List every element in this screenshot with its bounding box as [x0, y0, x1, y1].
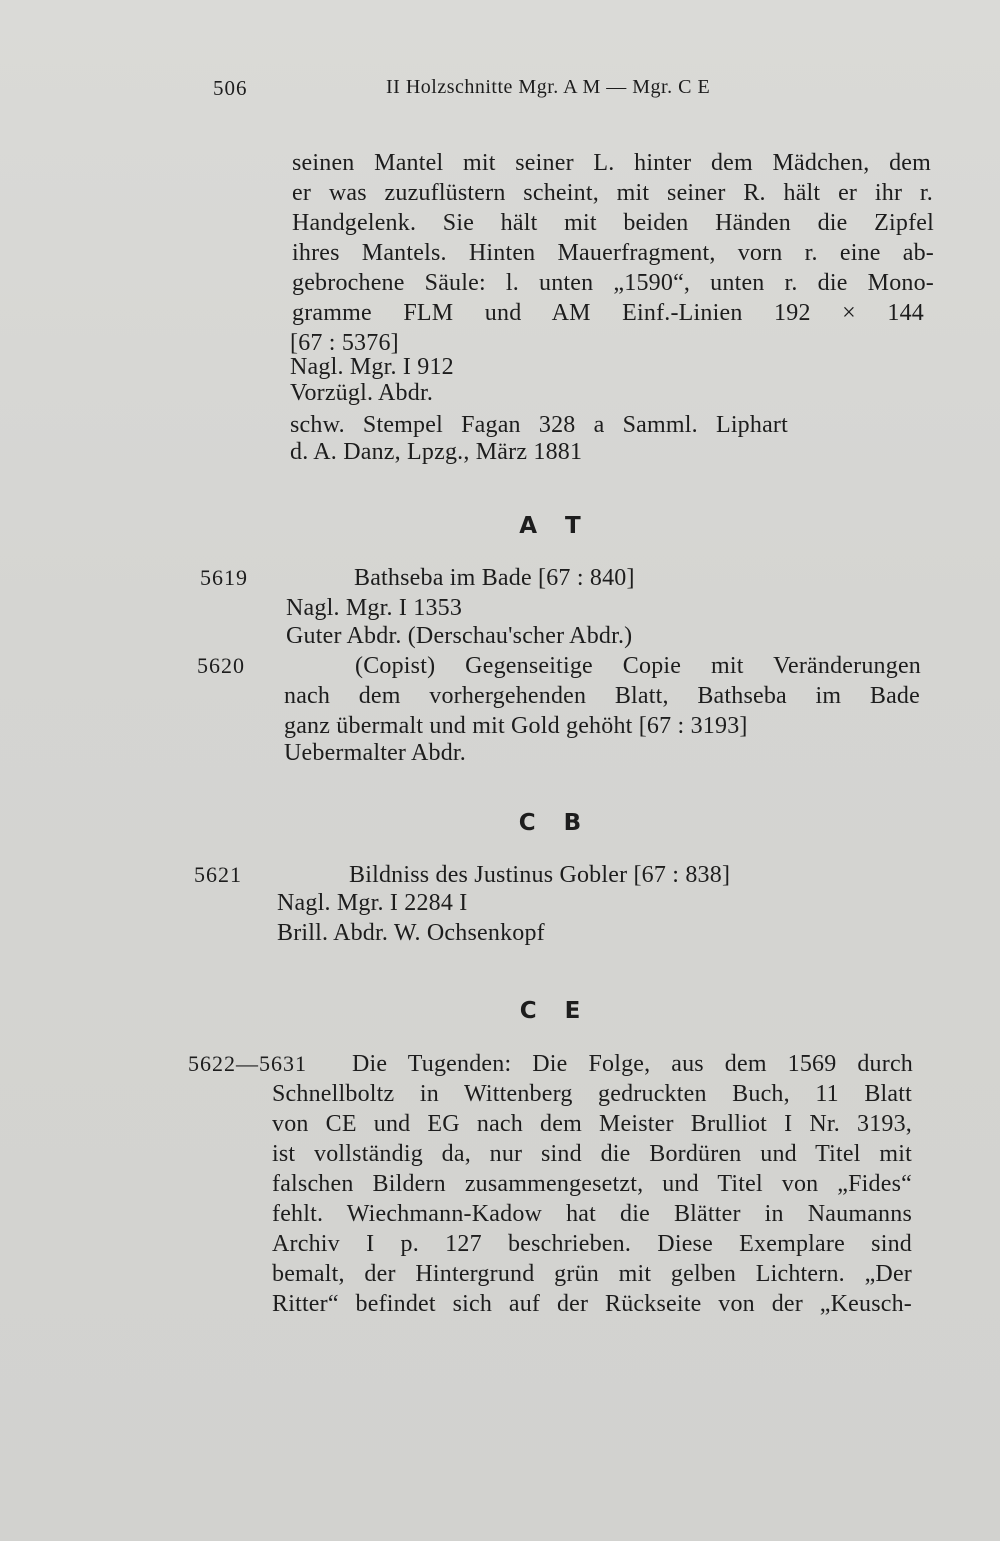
- text-line: Brill. Abdr. W. Ochsenkopf: [277, 920, 545, 946]
- text-line: Bildniss des Justinus Gobler [67 : 838]: [349, 862, 731, 888]
- text-line: Nagl. Mgr. I 2284 I: [277, 890, 468, 916]
- text-line: Uebermalter Abdr.: [284, 740, 467, 766]
- text-line: fehlt. Wiechmann-Kadow hat die Blätter in Naumanns: [272, 1201, 912, 1227]
- text-line: ist vollständig da, nur sind die Bordüren und Titel mit: [272, 1141, 912, 1167]
- running-head: II Holzschnitte Mgr. A M — Mgr. C E: [386, 76, 711, 98]
- text-line: Vorzügl. Abdr.: [290, 380, 434, 406]
- page-number: 506: [213, 76, 248, 100]
- text-line: schw. Stempel Fagan 328 a Samml. Liphart: [290, 412, 788, 438]
- text-line: nach dem vorhergehenden Blatt, Bathseba im Bade: [284, 683, 920, 709]
- text-line: von CE und EG nach dem Meister Brulliot I Nr. 3193,: [272, 1111, 912, 1137]
- section-heading: A T: [519, 513, 591, 539]
- text-line: (Copist) Gegenseitige Copie mit Veränderungen: [355, 653, 921, 679]
- section-heading: C E: [519, 998, 591, 1024]
- entry-number: 5620: [197, 653, 245, 678]
- section-heading: C B: [518, 810, 592, 836]
- text-line: Schnellboltz in Wittenberg gedruckten Buch, 11 Blatt: [272, 1081, 912, 1107]
- text-line: gebrochene Säule: l. unten „1590“, unten r. die Mono-: [292, 270, 934, 296]
- text-line: ihres Mantels. Hinten Mauerfragment, vorn r. eine ab-: [292, 240, 934, 266]
- text-line: Nagl. Mgr. I 1353: [286, 595, 463, 621]
- page-header: [0, 72, 1000, 106]
- text-line: Bathseba im Bade [67 : 840]: [354, 565, 635, 591]
- text-line: [67 : 5376]: [290, 330, 399, 356]
- text-line: bemalt, der Hintergrund grün mit gelben Lichtern. „Der: [272, 1261, 912, 1287]
- text-line: falschen Bildern zusammengesetzt, und Titel von „Fides“: [272, 1171, 912, 1197]
- entry-number: 5621: [194, 862, 242, 887]
- text-line: Nagl. Mgr. I 912: [290, 354, 454, 380]
- text-line: Archiv I p. 127 beschrieben. Diese Exemplare sind: [272, 1231, 912, 1257]
- text-line: seinen Mantel mit seiner L. hinter dem Mädchen, dem: [292, 150, 931, 176]
- entry-number: 5619: [200, 565, 248, 590]
- text-line: Ritter“ befindet sich auf der Rückseite von der „Keusch-: [272, 1291, 912, 1317]
- entry-number: 5622—5631: [188, 1051, 307, 1076]
- text-line: gramme FLM und AM Einf.-Linien 192 × 144: [292, 300, 924, 326]
- text-line: Handgelenk. Sie hält mit beiden Händen die Zipfel: [292, 210, 934, 236]
- text-line: ganz übermalt und mit Gold gehöht [67 : 3193]: [284, 713, 748, 739]
- text-line: Guter Abdr. (Derschau'scher Abdr.): [286, 623, 633, 649]
- text-line: er was zuzuflüstern scheint, mit seiner R. hält er ihr r.: [292, 180, 933, 206]
- text-line: Die Tugenden: Die Folge, aus dem 1569 durch: [352, 1051, 913, 1077]
- text-line: d. A. Danz, Lpzg., März 1881: [290, 439, 583, 465]
